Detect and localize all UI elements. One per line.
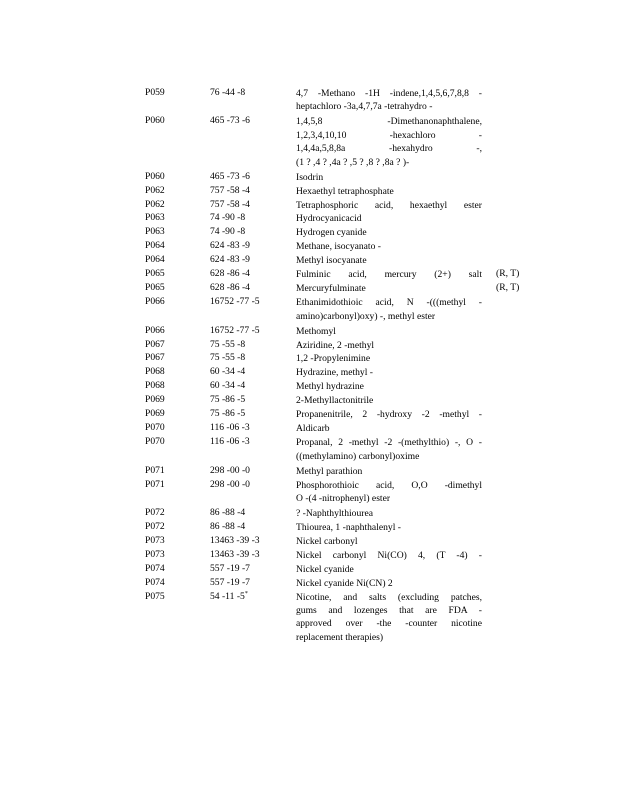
substance-name: [296, 479, 482, 506]
cas-number: 16752 -77 -5: [210, 296, 260, 308]
hazard-code: (R, T): [496, 268, 520, 280]
hazard-code: (R, T): [496, 282, 520, 294]
waste-code: P066: [145, 296, 165, 308]
cas-number: 75 -86 -5: [210, 394, 246, 406]
waste-code: P066: [145, 324, 165, 336]
substance-name: [296, 521, 482, 534]
waste-code: P068: [145, 366, 165, 378]
waste-code: P070: [145, 422, 165, 434]
cas-number: 757 -58 -4: [210, 184, 250, 196]
substance-name: [296, 549, 482, 562]
cas-number: 116 -06 -3: [210, 422, 250, 434]
cas-number: 298 -00 -0: [210, 478, 250, 490]
waste-code: P073: [145, 534, 165, 546]
substance-name-line: Tetraphosphoric acid, hexaethyl ester: [296, 199, 482, 211]
substance-name-line: Methyl isocyanate: [296, 255, 367, 267]
substance-name-line: ? -Naphthylthiourea: [296, 507, 373, 519]
waste-code: P074: [145, 576, 165, 588]
substance-name-line: Fulminic acid, mercury (2+) salt: [296, 269, 482, 281]
substance-name: [296, 380, 482, 393]
substance-name: [296, 563, 482, 576]
substance-name-line: Hydrazine, methyl -: [296, 367, 373, 379]
substance-name-line: Nickel carbonyl: [296, 535, 358, 547]
cas-number: 557 -19 -7: [210, 562, 250, 574]
substance-name-line: Nickel carbonyl Ni(CO) 4, (T -4) -: [296, 549, 482, 561]
substance-name: [296, 394, 482, 407]
substance-name: [296, 268, 482, 281]
substance-name-line: O -(4 -nitrophenyl) ester: [296, 492, 391, 504]
waste-code: P065: [145, 268, 165, 280]
substance-name: [296, 408, 482, 421]
substance-name-line: Mercuryfulminate: [296, 283, 366, 295]
cas-number: 74 -90 -8: [210, 212, 246, 224]
waste-code: P064: [145, 240, 165, 252]
substance-name-line: Aziridine, 2 -methyl: [296, 339, 375, 351]
waste-code: P064: [145, 254, 165, 266]
waste-code: P060: [145, 170, 165, 182]
waste-code: P073: [145, 548, 165, 560]
cas-number: 557 -19 -7: [210, 576, 250, 588]
substance-name: [296, 591, 482, 645]
cas-number: 54 -11 -5*: [210, 590, 248, 602]
substance-name-line: Methane, isocyanato -: [296, 241, 381, 253]
substance-name-line: Hexaethyl tetraphosphate: [296, 185, 394, 197]
cas-number: 628 -86 -4: [210, 268, 250, 280]
substance-name: [296, 422, 482, 435]
cas-number: 298 -00 -0: [210, 464, 250, 476]
cas-number: 86 -88 -4: [210, 520, 246, 532]
substance-name-line: 1,2 -Propylenimine: [296, 353, 371, 365]
waste-code: P070: [145, 436, 165, 448]
substance-name-line: Hydrocyanicacid: [296, 213, 362, 225]
waste-code: P059: [145, 87, 165, 98]
waste-code: P069: [145, 408, 165, 420]
waste-code: P068: [145, 380, 165, 392]
substance-name: [296, 254, 482, 267]
cas-number: 75 -86 -5: [210, 408, 246, 420]
substance-name-line: 2-Methyllactonitrile: [296, 395, 374, 407]
substance-name-line: Methomyl: [296, 325, 336, 337]
substance-name-line: Propanal, 2 -methyl -2 -(methylthio) -, O -: [296, 437, 482, 449]
cas-number: 465 -73 -6: [210, 170, 250, 182]
substance-name-line: Propanenitrile, 2 -hydroxy -2 -methyl -: [296, 409, 482, 421]
substance-name: [296, 185, 482, 198]
substance-name: [296, 366, 482, 379]
substance-name-line: Isodrin: [296, 171, 324, 183]
cas-number: 465 -73 -6: [210, 115, 250, 127]
waste-code: P069: [145, 394, 165, 406]
substance-name-line: approved over -the -counter nicotine: [296, 618, 482, 630]
substance-name-line: Methyl parathion: [296, 465, 363, 477]
substance-name-line: Methyl hydrazine: [296, 381, 364, 393]
waste-code: P075: [145, 590, 165, 602]
substance-name: [296, 507, 482, 520]
substance-name: [296, 199, 482, 212]
substance-name: [296, 325, 482, 338]
cas-number: 74 -90 -8: [210, 226, 246, 238]
cas-number: 757 -58 -4: [210, 198, 250, 210]
substance-name-line: 1,2,3,4,10,10 -hexachloro -: [296, 129, 482, 141]
waste-code: P067: [145, 338, 165, 350]
substance-name-line: Phosphorothioic acid, O,O -dimethyl: [296, 479, 482, 491]
waste-code: P063: [145, 212, 165, 224]
waste-code: P071: [145, 464, 165, 476]
waste-code: P072: [145, 506, 165, 518]
cas-number: 60 -34 -4: [210, 380, 246, 392]
substance-name: [296, 296, 482, 323]
substance-name-line: Nickel cyanide Ni(CN) 2: [296, 577, 393, 589]
substance-name: [296, 436, 482, 463]
substance-name: [296, 339, 482, 352]
substance-name-line: 4,7 -Methano -1H -indene,1,4,5,6,7,8,8 -: [296, 88, 482, 99]
cas-number: 624 -83 -9: [210, 254, 250, 266]
waste-code: P063: [145, 226, 165, 238]
substance-name-line: 1,4,4a,5,8,8a -hexahydro -,: [296, 143, 482, 155]
substance-name-line: Nicotine, and salts (excluding patches,: [296, 591, 482, 603]
waste-code: P067: [145, 352, 165, 364]
substance-name-line: ((methylamino) carbonyl)oxime: [296, 450, 420, 462]
cas-footnote-mark: *: [244, 590, 248, 597]
substance-name: [296, 282, 482, 295]
substance-name: [296, 212, 482, 225]
substance-name-line: (1 ? ,4 ? ,4a ? ,5 ? ,8 ? ,8a ? )-: [296, 156, 410, 168]
cas-number: 116 -06 -3: [210, 436, 250, 448]
substance-name-line: Hydrogen cyanide: [296, 227, 367, 239]
cas-number: 13463 -39 -3: [210, 534, 260, 546]
substance-name-line: gums and lozenges that are FDA -: [296, 605, 482, 616]
cas-number: 60 -34 -4: [210, 366, 246, 378]
substance-name: [296, 577, 482, 590]
substance-name-line: Ethanimidothioic acid, N -(((methyl -: [296, 297, 482, 309]
substance-name: [296, 87, 482, 114]
cas-number: 624 -83 -9: [210, 240, 250, 252]
waste-code: P062: [145, 198, 165, 210]
substance-name-line: 1,4,5,8 -Dimethanonaphthalene,: [296, 116, 482, 128]
cas-number: 86 -88 -4: [210, 506, 246, 518]
substance-name-line: Thiourea, 1 -naphthalenyl -: [296, 521, 401, 533]
substance-name: [296, 240, 482, 253]
substance-name-line: Aldicarb: [296, 423, 330, 435]
substance-name-line: heptachloro -3a,4,7,7a -tetrahydro -: [296, 101, 433, 113]
substance-name: [296, 352, 482, 365]
substance-name: [296, 535, 482, 548]
cas-number: 75 -55 -8: [210, 338, 246, 350]
substance-name: [296, 226, 482, 239]
cas-number: 75 -55 -8: [210, 352, 246, 364]
waste-code: P072: [145, 520, 165, 532]
cas-number: 16752 -77 -5: [210, 324, 260, 336]
waste-code: P065: [145, 282, 165, 294]
waste-code: P074: [145, 562, 165, 574]
substance-name: [296, 115, 482, 169]
substance-name-line: amino)carbonyl)oxy) -, methyl ester: [296, 310, 436, 322]
waste-code: P062: [145, 184, 165, 196]
cas-number: 13463 -39 -3: [210, 548, 260, 560]
cas-number: 76 -44 -8: [210, 87, 246, 98]
cas-number: 628 -86 -4: [210, 282, 250, 294]
substance-name-line: Nickel cyanide: [296, 563, 354, 575]
substance-name: [296, 465, 482, 478]
substance-name-line: replacement therapies): [296, 631, 384, 643]
waste-code: P071: [145, 478, 165, 490]
waste-code: P060: [145, 115, 165, 127]
substance-name: [296, 171, 482, 184]
